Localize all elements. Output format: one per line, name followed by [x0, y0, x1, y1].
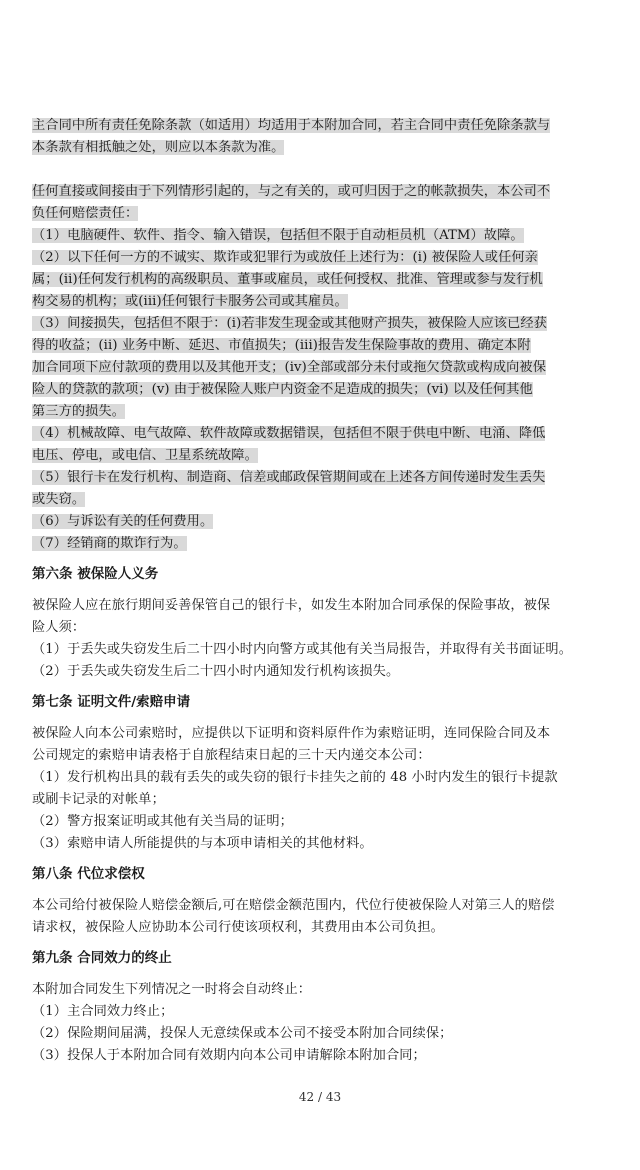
list-item: （2）保险期间届满，投保人无意续保或本公司不接受本附加合同续保；: [32, 1026, 453, 1041]
list-item: （2）以下任何一方的不诚实、欺诈或犯罪行为或放任上述行为：(i) 被保险人或任何亲: [32, 250, 538, 265]
list-item: （2）于丢失或失窃发生后二十四小时内通知发行机构该损失。: [32, 664, 400, 679]
list-item: （1）于丢失或失窃发生后二十四小时内向警方或其他有关当局报告，并取得有关书面证明。: [32, 642, 572, 657]
list-item: （6）与诉讼有关的任何费用。: [32, 514, 214, 529]
text-line: 第三方的损失。: [32, 404, 126, 419]
article-9-heading: 第九条 合同效力的终止: [32, 950, 172, 966]
list-item: （7）经销商的欺诈行为。: [32, 536, 187, 551]
text-line: 或失窃。: [32, 492, 86, 507]
exclusion-applicability-paragraph: [32, 115, 612, 159]
liability-exclusion-list: [32, 181, 612, 555]
text-line: 险人的贷款的款项；(v) 由于被保险人账户内资金不足造成的损失；(vi) 以及任何其他: [32, 382, 533, 397]
article-8-body: [32, 895, 612, 939]
list-item: （5）银行卡在发行机构、制造商、信差或邮政保管期间或在上述各方间传递时发生丢失: [32, 470, 546, 485]
text-line: 构交易的机构；或(iii)任何银行卡服务公司或其雇员。: [32, 294, 348, 309]
article-7-heading: 第七条 证明文件/索赔申请: [32, 694, 191, 710]
text-line: 本条款有相抵触之处，则应以本条款为准。: [32, 140, 285, 155]
list-item: （1）电脑硬件、软件、指令、输入错误，包括但不限于自动柜员机（ATM）故障。: [32, 228, 524, 243]
article-7-body: [32, 723, 612, 855]
text-line: 属；(ii)任何发行机构的高级职员、董事或雇员，或任何授权、批准、管理或参与发行机: [32, 272, 543, 287]
text-line: 负任何赔偿责任：: [32, 206, 139, 221]
list-item: （3）间接损失，包括但不限于：(i)若非发生现金或其他财产损失，被保险人应该已经获: [32, 316, 547, 331]
page-number: 42 / 43: [298, 1090, 342, 1104]
text-line: 本公司给付被保险人赔偿金额后,可在赔偿金额范围内，代位行使被保险人对第三人的赔偿: [32, 898, 555, 913]
list-item: （1）发行机构出具的载有丢失的或失窃的银行卡挂失之前的 48 小时内发生的银行卡提款: [32, 770, 558, 785]
text-line: 得的收益；(ii) 业务中断、延迟、市值损失；(iii)报告发生保险事故的费用、确定本附: [32, 338, 531, 353]
list-item: （1）主合同效力终止；: [32, 1004, 174, 1019]
text-line: 被保险人应在旅行期间妥善保管自己的银行卡，如发生本附加合同承保的保险事故，被保: [32, 598, 551, 613]
text-line: 本附加合同发生下列情况之一时将会自动终止：: [32, 982, 312, 997]
text-line: 加合同项下应付款项的费用以及其他开支；(iv)全部或部分未付或拖欠贷款或构成向被保: [32, 360, 546, 375]
article-6-heading: 第六条 被保险人义务: [32, 566, 159, 582]
text-line: 电压、停电，或电信、卫星系统故障。: [32, 448, 258, 463]
article-6-body: [32, 595, 612, 683]
list-item: （2）警方报案证明或其他有关当局的证明；: [32, 814, 293, 829]
list-item: （3）索赔申请人所能提供的与本项申请相关的其他材料。: [32, 836, 373, 851]
spacer: [32, 159, 612, 181]
text-line: 险人须：: [32, 620, 86, 635]
text-line: 公司规定的索赔申请表格于自旅程结束日起的三十天内递交本公司：: [32, 748, 431, 763]
article-9-body: [32, 979, 612, 1067]
text-line: 请求权，被保险人应协助本公司行使该项权利，其费用由本公司负担。: [32, 920, 444, 935]
text-line: 或刷卡记录的对帐单；: [32, 792, 165, 807]
text-line: 任何直接或间接由于下列情形引起的，与之有关的，或可归因于之的帐款损失，本公司不: [32, 184, 551, 199]
text-line: 主合同中所有责任免除条款（如适用）均适用于本附加合同，若主合同中责任免除条款与: [32, 118, 551, 133]
list-item: （3）投保人于本附加合同有效期内向本公司申请解除本附加合同；: [32, 1048, 426, 1063]
document-content: [32, 115, 612, 1067]
text-line: 被保险人向本公司索赔时，应提供以下证明和资料原件作为索赔证明，连同保险合同及本: [32, 726, 551, 741]
article-8-heading: 第八条 代位求偿权: [32, 866, 145, 882]
list-item: （4）机械故障、电气故障、软件故障或数据错误，包括但不限于供电中断、电涌、降低: [32, 426, 546, 441]
